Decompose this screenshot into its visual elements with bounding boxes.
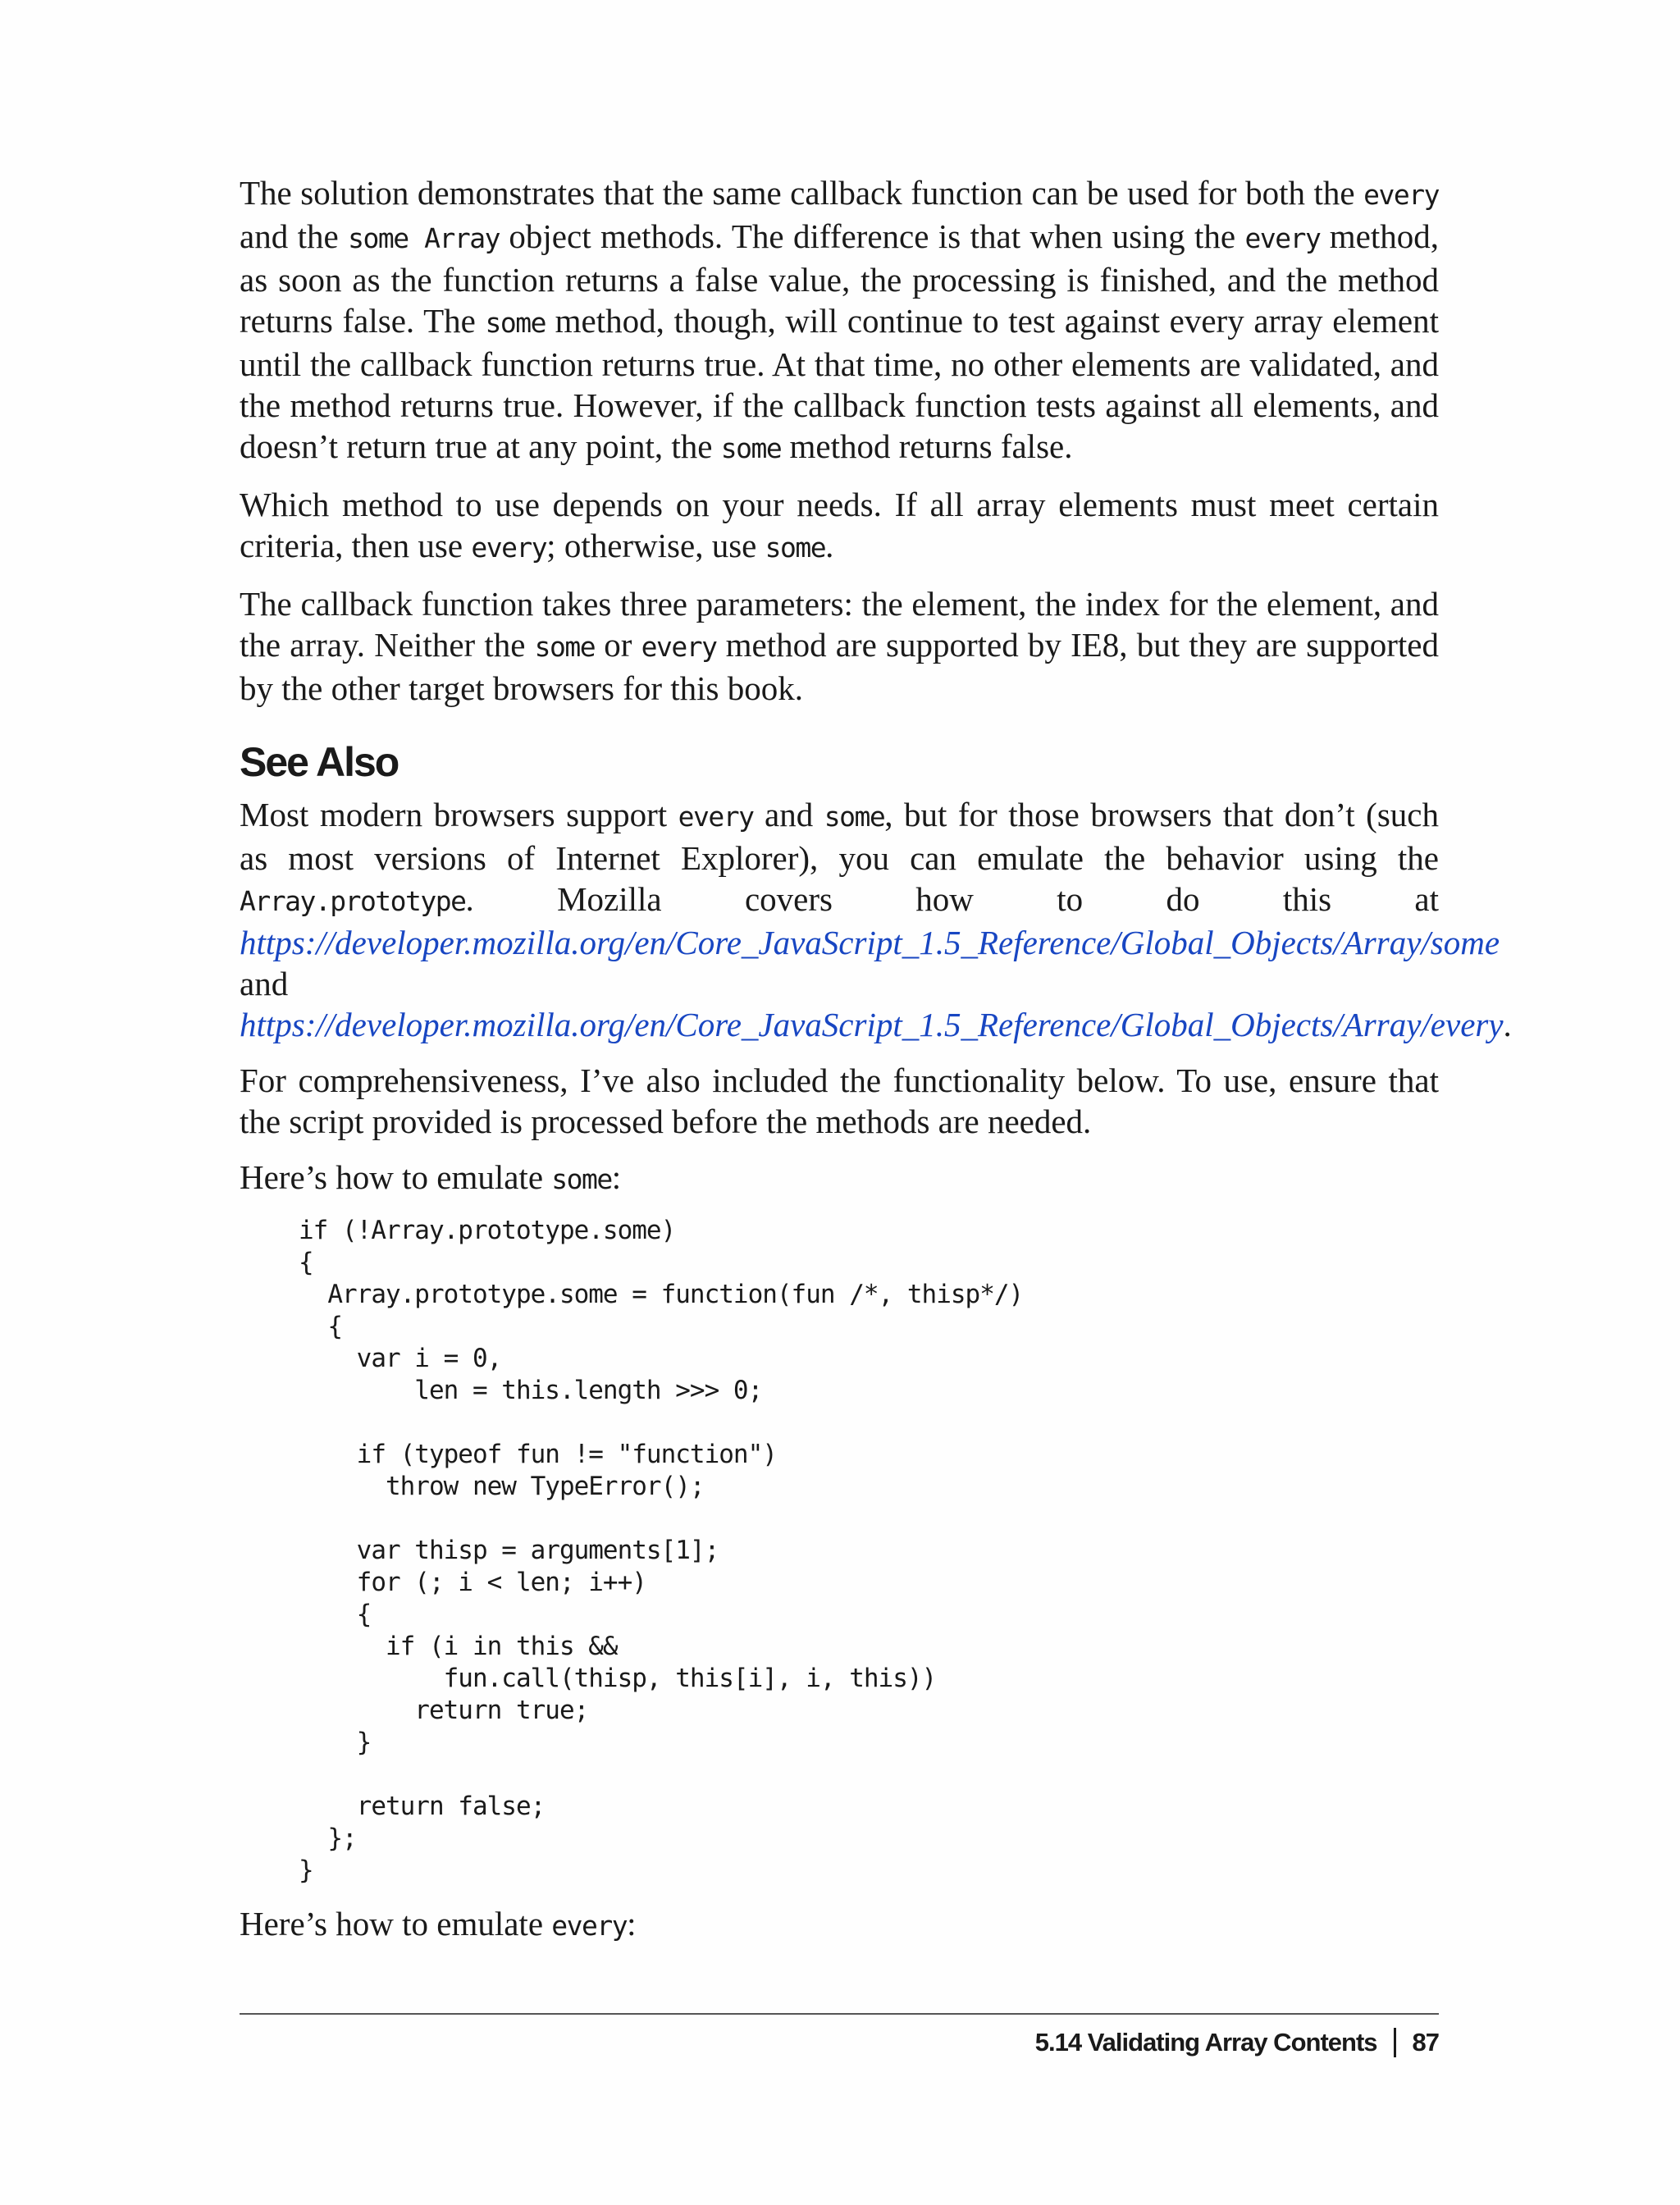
inline-code: every (641, 631, 717, 663)
inline-code: some (485, 307, 546, 339)
page-number: 87 (1412, 2028, 1439, 2057)
text-run: method returns false. (781, 427, 1073, 465)
text-run: . Mozilla covers how to do this at (465, 880, 1439, 918)
footer-separator (1394, 2028, 1396, 2057)
inline-code: some Array (348, 222, 500, 254)
text-run: method, as soon as the function returns a false value, the processing is finished, and the method returns false. The (240, 217, 1439, 340)
text-run: or (595, 626, 641, 664)
inline-code: some (720, 432, 782, 464)
text-run: and (240, 965, 289, 1002)
inline-code: Array.prototype (240, 885, 466, 917)
footer-section-title: 5.14 Validating Array Contents (1034, 2028, 1377, 2057)
text-run: , but for those browsers that don’t (such as most versions of Internet Explorer), you can emulate the behavior using the (240, 796, 1439, 877)
text-run: Here’s how to emulate (240, 1158, 552, 1196)
inline-code: some (765, 532, 826, 564)
text-run: : (627, 1905, 637, 1942)
text-run: . (825, 527, 834, 564)
text-run: . (1503, 1006, 1512, 1043)
text-run: Most modern browsers support (240, 796, 678, 833)
paragraph-which-method (240, 484, 1439, 568)
inline-code: every (1244, 222, 1321, 254)
inline-code: every (471, 532, 547, 564)
inline-code: every (1363, 179, 1439, 211)
paragraph-emulate-some (240, 1157, 1439, 1200)
paragraph-browser-support (240, 794, 1512, 1045)
page-body (240, 172, 1512, 1961)
text-run: method are supported by IE8, but they are supported by the other target browsers for this book. (240, 626, 1439, 707)
text-run: object methods. The difference is that when using the (499, 217, 1245, 255)
text-run: and (753, 796, 824, 833)
text-run: Here’s how to emulate (240, 1905, 552, 1942)
section-heading-see-also: See Also (240, 739, 399, 785)
inline-code: some (824, 801, 885, 833)
inline-code: every (551, 1910, 628, 1942)
text-run: Which method to use depends on your needs. If all array elements must meet certain criteria, then use (240, 486, 1439, 564)
text-run: The callback function takes three parameters: the element, the index for the element, and the array. Neither the (240, 585, 1439, 664)
text-run: and the (240, 217, 349, 255)
code-listing-some-polyfill: if (!Array.prototype.some) { Array.prototype.some = function(fun /*, thisp*/) { var i = 0, len = this.length >>> 0; if (typeof fun != "function") throw new TypeError(); var thisp = arguments[1]; for (; i < len; i++) { if (i in this && fun.call(thisp, this[i], i, this)) return true; } return false; }; } (299, 1216, 1024, 1885)
text-run: method, though, will continue to test against every array element until the callback function returns true. At that time, no other elements are validated, and the method returns true. However, if the callback function tests against all elements, and doesn’t return true at any point, the (240, 302, 1440, 465)
inline-code: some (551, 1163, 612, 1195)
mozilla-some-link[interactable]: https://developer.mozilla.org/en/Core_JavaScript_1.5_Reference/Global_Objects/Array/some (240, 924, 1500, 961)
paragraph-callback-parameters (240, 583, 1439, 709)
inline-code: every (678, 801, 754, 833)
paragraph-emulate-every (240, 1903, 1439, 1947)
paragraph-every-some-difference (240, 172, 1439, 469)
text-run: ; otherwise, use (546, 527, 765, 564)
text-run: : (611, 1158, 622, 1196)
text-run: The solution demonstrates that the same callback function can be used for both the (240, 174, 1364, 212)
footer-divider (240, 2013, 1439, 2015)
text-run: For comprehensiveness, I’ve also included the functionality below. To use, ensure that the script provided is processed before the methods are needed. (240, 1061, 1439, 1140)
mozilla-every-link[interactable]: https://developer.mozilla.org/en/Core_JavaScript_1.5_Reference/Global_Objects/Array/every (240, 1006, 1504, 1043)
inline-code: some (534, 631, 596, 663)
paragraph-comprehensiveness (240, 1060, 1439, 1142)
page-footer (1035, 2028, 1439, 2057)
